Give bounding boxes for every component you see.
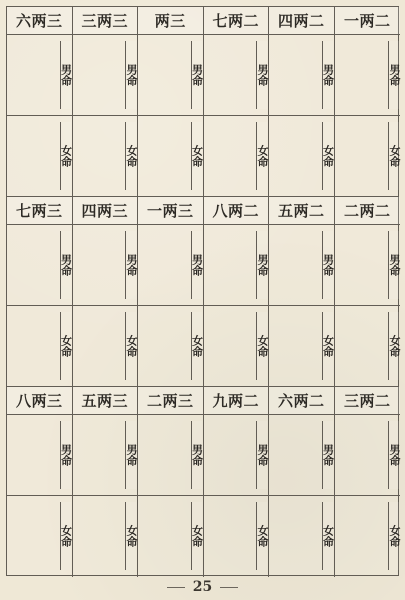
- entry-title: 五两三: [73, 387, 138, 415]
- verse-text-block: [337, 417, 389, 494]
- table-row: [7, 197, 401, 387]
- verse-text-block: [271, 498, 323, 575]
- female-fortune-label: 女命: [322, 122, 333, 190]
- female-fortune-section: [7, 306, 72, 387]
- entry-title: 四两三: [73, 197, 138, 225]
- entry-card: [73, 7, 139, 197]
- female-fortune-label: 女命: [191, 122, 202, 190]
- verse-text-block: [140, 308, 192, 385]
- male-fortune-label: 男命: [322, 41, 333, 109]
- female-fortune-section: [269, 306, 334, 387]
- verse-text-block: [140, 417, 192, 494]
- female-fortune-label: 女命: [322, 312, 333, 380]
- female-fortune-section: [138, 496, 203, 577]
- entry-card: [7, 387, 73, 577]
- table-row: [7, 387, 401, 577]
- entry-card: [269, 197, 335, 387]
- male-fortune-label: 男命: [256, 41, 267, 109]
- female-fortune-section: [335, 306, 401, 387]
- female-fortune-section: [73, 306, 138, 387]
- male-fortune-section: [335, 35, 401, 116]
- entry-card: [269, 387, 335, 577]
- female-fortune-section: [269, 496, 334, 577]
- footer-rule-right: [220, 587, 238, 588]
- male-fortune-label: 男命: [256, 231, 267, 299]
- verse-text-block: [9, 308, 61, 385]
- male-fortune-label: 男命: [125, 41, 136, 109]
- female-fortune-section: [204, 306, 269, 387]
- verse-text-block: [206, 37, 258, 114]
- verse-text-block: [140, 498, 192, 575]
- entry-title: 七两二: [204, 7, 269, 35]
- male-fortune-section: [204, 415, 269, 496]
- female-fortune-label: 女命: [256, 502, 267, 570]
- verse-text-block: [206, 498, 258, 575]
- male-fortune-section: [204, 225, 269, 306]
- male-fortune-section: [73, 225, 138, 306]
- male-fortune-section: [335, 415, 401, 496]
- verse-text-block: [9, 118, 61, 195]
- entry-title: 六两三: [7, 7, 72, 35]
- entry-title: 四两二: [269, 7, 334, 35]
- verse-text-block: [140, 227, 192, 304]
- entry-card: [204, 7, 270, 197]
- entry-title: 三两三: [73, 7, 138, 35]
- entry-title: 五两二: [269, 197, 334, 225]
- entry-card: [335, 7, 401, 197]
- verse-text-block: [75, 227, 127, 304]
- male-fortune-section: [138, 415, 203, 496]
- verse-text-block: [75, 37, 127, 114]
- entry-card: [204, 387, 270, 577]
- female-fortune-section: [335, 496, 401, 577]
- entry-title: 八两二: [204, 197, 269, 225]
- verse-text-block: [140, 118, 192, 195]
- male-fortune-section: [73, 35, 138, 116]
- male-fortune-label: 男命: [60, 41, 71, 109]
- male-fortune-section: [138, 35, 203, 116]
- verse-text-block: [75, 417, 127, 494]
- entry-card: [73, 387, 139, 577]
- male-fortune-label: 男命: [256, 421, 267, 489]
- verse-text-block: [337, 498, 389, 575]
- entry-title: 二两三: [138, 387, 203, 415]
- female-fortune-section: [73, 116, 138, 197]
- female-fortune-label: 女命: [388, 502, 399, 570]
- verse-text-block: [337, 308, 389, 385]
- female-fortune-section: [73, 496, 138, 577]
- male-fortune-label: 男命: [388, 231, 399, 299]
- entry-title: 六两二: [269, 387, 334, 415]
- male-fortune-label: 男命: [322, 421, 333, 489]
- male-fortune-label: 男命: [125, 231, 136, 299]
- verse-text-block: [271, 118, 323, 195]
- male-fortune-section: [269, 35, 334, 116]
- male-fortune-label: 男命: [388, 41, 399, 109]
- entry-card: [138, 7, 204, 197]
- female-fortune-label: 女命: [191, 502, 202, 570]
- entry-card: [269, 7, 335, 197]
- female-fortune-label: 女命: [256, 312, 267, 380]
- male-fortune-section: [269, 415, 334, 496]
- entry-card: [335, 387, 401, 577]
- male-fortune-label: 男命: [60, 231, 71, 299]
- entry-title: 八两三: [7, 387, 72, 415]
- verse-text-block: [337, 118, 389, 195]
- verse-text-block: [9, 498, 61, 575]
- verse-text-block: [75, 308, 127, 385]
- verse-text-block: [271, 37, 323, 114]
- verse-text-block: [271, 227, 323, 304]
- male-fortune-label: 男命: [191, 231, 202, 299]
- verse-text-block: [206, 308, 258, 385]
- entry-card: [138, 387, 204, 577]
- verse-text-block: [140, 37, 192, 114]
- male-fortune-section: [7, 35, 72, 116]
- male-fortune-section: [73, 415, 138, 496]
- entry-title: 七两三: [7, 197, 72, 225]
- verse-text-block: [75, 118, 127, 195]
- verse-text-block: [271, 417, 323, 494]
- page-footer: [0, 578, 405, 596]
- female-fortune-section: [269, 116, 334, 197]
- entry-title: 一两二: [335, 7, 401, 35]
- female-fortune-section: [7, 116, 72, 197]
- male-fortune-label: 男命: [125, 421, 136, 489]
- female-fortune-section: [204, 116, 269, 197]
- female-fortune-section: [7, 496, 72, 577]
- table-row: [7, 7, 401, 197]
- entry-title: 三两二: [335, 387, 401, 415]
- verse-text-block: [337, 227, 389, 304]
- female-fortune-label: 女命: [256, 122, 267, 190]
- entry-card: [7, 7, 73, 197]
- male-fortune-section: [204, 35, 269, 116]
- footer-rule-left: [167, 587, 185, 588]
- entry-card: [73, 197, 139, 387]
- female-fortune-label: 女命: [388, 312, 399, 380]
- female-fortune-label: 女命: [60, 502, 71, 570]
- male-fortune-section: [335, 225, 401, 306]
- female-fortune-label: 女命: [388, 122, 399, 190]
- female-fortune-section: [335, 116, 401, 197]
- female-fortune-label: 女命: [125, 122, 136, 190]
- male-fortune-section: [269, 225, 334, 306]
- verse-text-block: [9, 227, 61, 304]
- male-fortune-label: 男命: [191, 41, 202, 109]
- male-fortune-section: [7, 225, 72, 306]
- female-fortune-section: [138, 116, 203, 197]
- entry-card: [7, 197, 73, 387]
- entry-card: [335, 197, 401, 387]
- verse-text-block: [206, 417, 258, 494]
- verse-text-block: [206, 118, 258, 195]
- verse-text-block: [337, 37, 389, 114]
- fortune-table: [6, 6, 399, 576]
- female-fortune-label: 女命: [60, 122, 71, 190]
- male-fortune-section: [7, 415, 72, 496]
- entry-title: 九两二: [204, 387, 269, 415]
- female-fortune-label: 女命: [191, 312, 202, 380]
- verse-text-block: [206, 227, 258, 304]
- female-fortune-section: [138, 306, 203, 387]
- verse-text-block: [75, 498, 127, 575]
- male-fortune-label: 男命: [60, 421, 71, 489]
- male-fortune-label: 男命: [322, 231, 333, 299]
- verse-text-block: [271, 308, 323, 385]
- entry-title: 一两三: [138, 197, 203, 225]
- male-fortune-label: 男命: [388, 421, 399, 489]
- female-fortune-label: 女命: [125, 502, 136, 570]
- female-fortune-section: [204, 496, 269, 577]
- entry-card: [138, 197, 204, 387]
- male-fortune-label: 男命: [191, 421, 202, 489]
- entry-title: 二两二: [335, 197, 401, 225]
- female-fortune-label: 女命: [125, 312, 136, 380]
- verse-text-block: [9, 37, 61, 114]
- verse-text-block: [9, 417, 61, 494]
- male-fortune-section: [138, 225, 203, 306]
- entry-card: [204, 197, 270, 387]
- entry-title: 两三: [138, 7, 203, 35]
- female-fortune-label: 女命: [60, 312, 71, 380]
- page-number: 25: [192, 579, 213, 595]
- female-fortune-label: 女命: [322, 502, 333, 570]
